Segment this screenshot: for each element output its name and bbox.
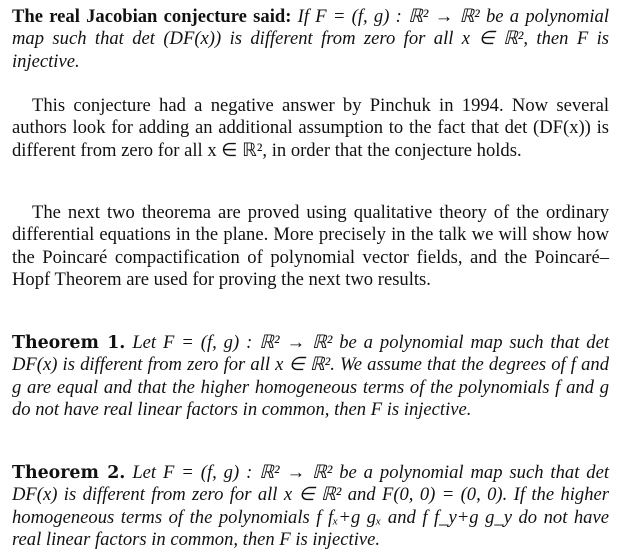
paragraph-method: [12, 202, 609, 291]
theorem-2-statement: Let F = (f, g) : ℝ² → ℝ² be a polynomial map such that det DF(x) is different from zero for all x ∈ ℝ² and F(0, 0) = (0, 0). If the higher homogeneous terms of the polynomials f fₓ+g gₓ and f f_y+g g_y do not have real linear factors in common, then F is injective.: [12, 462, 610, 550]
conjecture-heading: The real Jacobian conjecture said:: [12, 6, 292, 27]
theorem-1-heading: Theorem 1.: [12, 333, 126, 353]
conjecture-paragraph: [12, 6, 609, 73]
theorem-2: [12, 462, 609, 551]
paragraph-pinchuk-text: This conjecture had a negative answer by Pinchuk in 1994. Now several authors look for adding an additional assumption to the fact that det (DF(x)) is different from zero for all x ∈ ℝ², in order that the conjecture holds.: [12, 95, 609, 161]
theorem-2-heading: Theorem 2.: [12, 463, 126, 483]
theorem-1: [12, 332, 609, 421]
paragraph-pinchuk: [12, 95, 609, 162]
conjecture-statement: If F = (f, g) : ℝ² → ℝ² be a polynomial map such that det (DF(x)) is different from zero for all x ∈ ℝ², then F is injective.: [12, 6, 609, 72]
paragraph-method-text: The next two theorema are proved using qualitative theory of the ordinary differential equations in the plane. More precisely in the talk we will show how the Poincaré compactification of polynomial vector fields, and the Poincaré–Hopf Theorem are used for proving the next two results.: [12, 202, 609, 290]
theorem-1-statement: Let F = (f, g) : ℝ² → ℝ² be a polynomial map such that det DF(x) is different from zero for all x ∈ ℝ². We assume that the degrees of f and g are equal and that the higher homogeneous terms of the polynomials f and g do not have real linear factors in common, then F is injective.: [12, 332, 610, 420]
